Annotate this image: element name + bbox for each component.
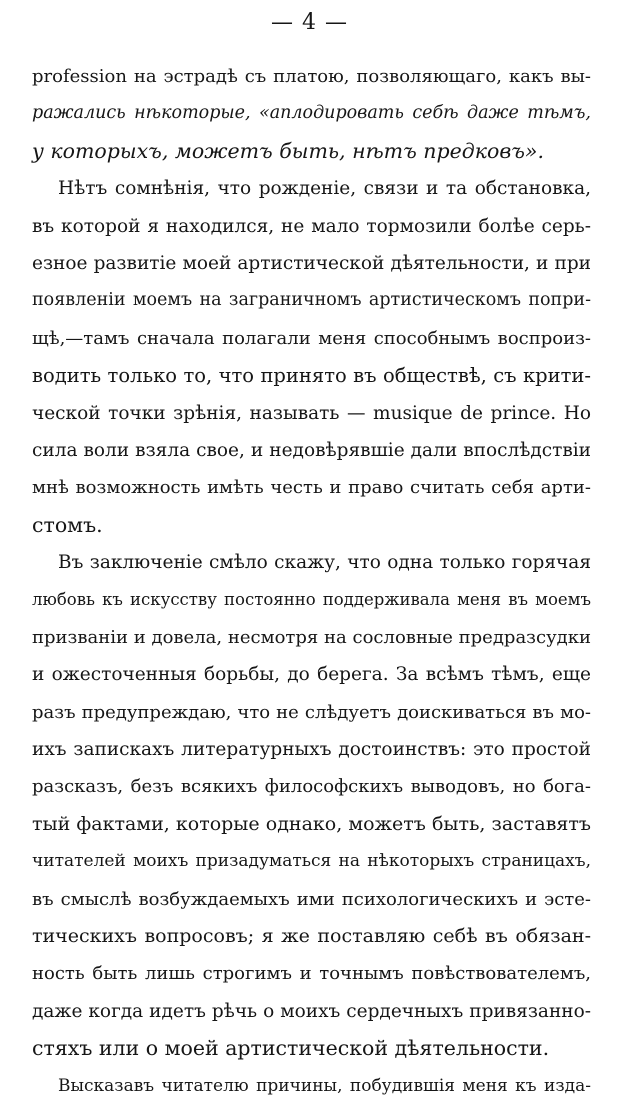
text-line: мнѣ возможность имѣть честь и право считать себя арти- [32, 477, 591, 499]
text-line: Въ заключеніе смѣло скажу, что одна только горячая [58, 552, 591, 574]
text-line: ражались нѣкоторые, «аплодировать себѣ даже тѣмъ, [32, 103, 591, 124]
text-line: любовь къ искусству постоянно поддерживала меня въ моемъ [32, 590, 591, 610]
paragraph-2 [0, 170, 619, 544]
page-text [0, 58, 619, 1105]
text-line: тическихъ вопросовъ; я же поставляю себѣ въ обязан- [32, 924, 591, 947]
text-line: езное развитіе моей артистической дѣятельности, и при [32, 252, 591, 274]
text-line: тый фактами, которые однако, можетъ быть, заставятъ [32, 812, 591, 835]
paragraph-4 [0, 1068, 619, 1105]
text-line: ческой точки зрѣнія, называть — musique de prince. Но [32, 402, 591, 424]
text-line: у которыхъ, можетъ быть, нѣтъ предковъ». [32, 138, 544, 163]
text-line: разсказъ, безъ всякихъ философскихъ выводовъ, но бога- [32, 776, 591, 798]
text-line: стомъ. [32, 512, 103, 537]
text-line: щѣ,—тамъ сначала полагали меня способнымъ воспроиз- [32, 327, 591, 349]
text-line: водить только то, что принято въ обществѣ, съ крити- [32, 364, 591, 388]
text-line: Высказавъ читателю причины, побудившія меня къ изда- [58, 1075, 591, 1096]
text-line: ихъ запискахъ литературныхъ достоинствъ: это простой [32, 739, 591, 761]
text-line: даже когда идетъ рѣчь о моихъ сердечныхъ привязанно- [32, 1000, 591, 1022]
text-line: въ смыслѣ возбуждаемыхъ ими психологическихъ и эсте- [32, 888, 591, 910]
text-line: появленіи моемъ на заграничномъ артистическомъ попри- [32, 290, 591, 311]
text-line: Нѣтъ сомнѣнія, что рожденіе, связи и та обстановка, [58, 178, 591, 200]
text-line: и ожесточенныя борьбы, до берега. За всѣмъ тѣмъ, еще [32, 664, 591, 686]
text-line: въ которой я находился, не мало тормозили болѣе серь- [32, 215, 591, 237]
text-line: призваніи и довела, несмотря на сословные предразсудки [32, 626, 591, 648]
paragraph-1 [0, 58, 619, 170]
text-line: profession на эстрадѣ съ платою, позволяющаго, какъ вы- [32, 66, 591, 87]
text-line: разъ предупреждаю, что не слѣдуетъ доискиваться въ мо- [32, 701, 591, 723]
page-number: — 4 — [271, 10, 348, 35]
text-line: сила воли взяла свое, и недовѣрявшіе дали впослѣдствіи [32, 439, 591, 461]
text-line: стяхъ или о моей артистической дѣятельности. [32, 1036, 550, 1061]
text-line: ность быть лишь строгимъ и точнымъ повѣствователемъ, [32, 963, 591, 985]
paragraph-3 [0, 544, 619, 1067]
text-line: читателей моихъ призадуматься на нѣкоторыхъ страницахъ, [32, 851, 591, 872]
